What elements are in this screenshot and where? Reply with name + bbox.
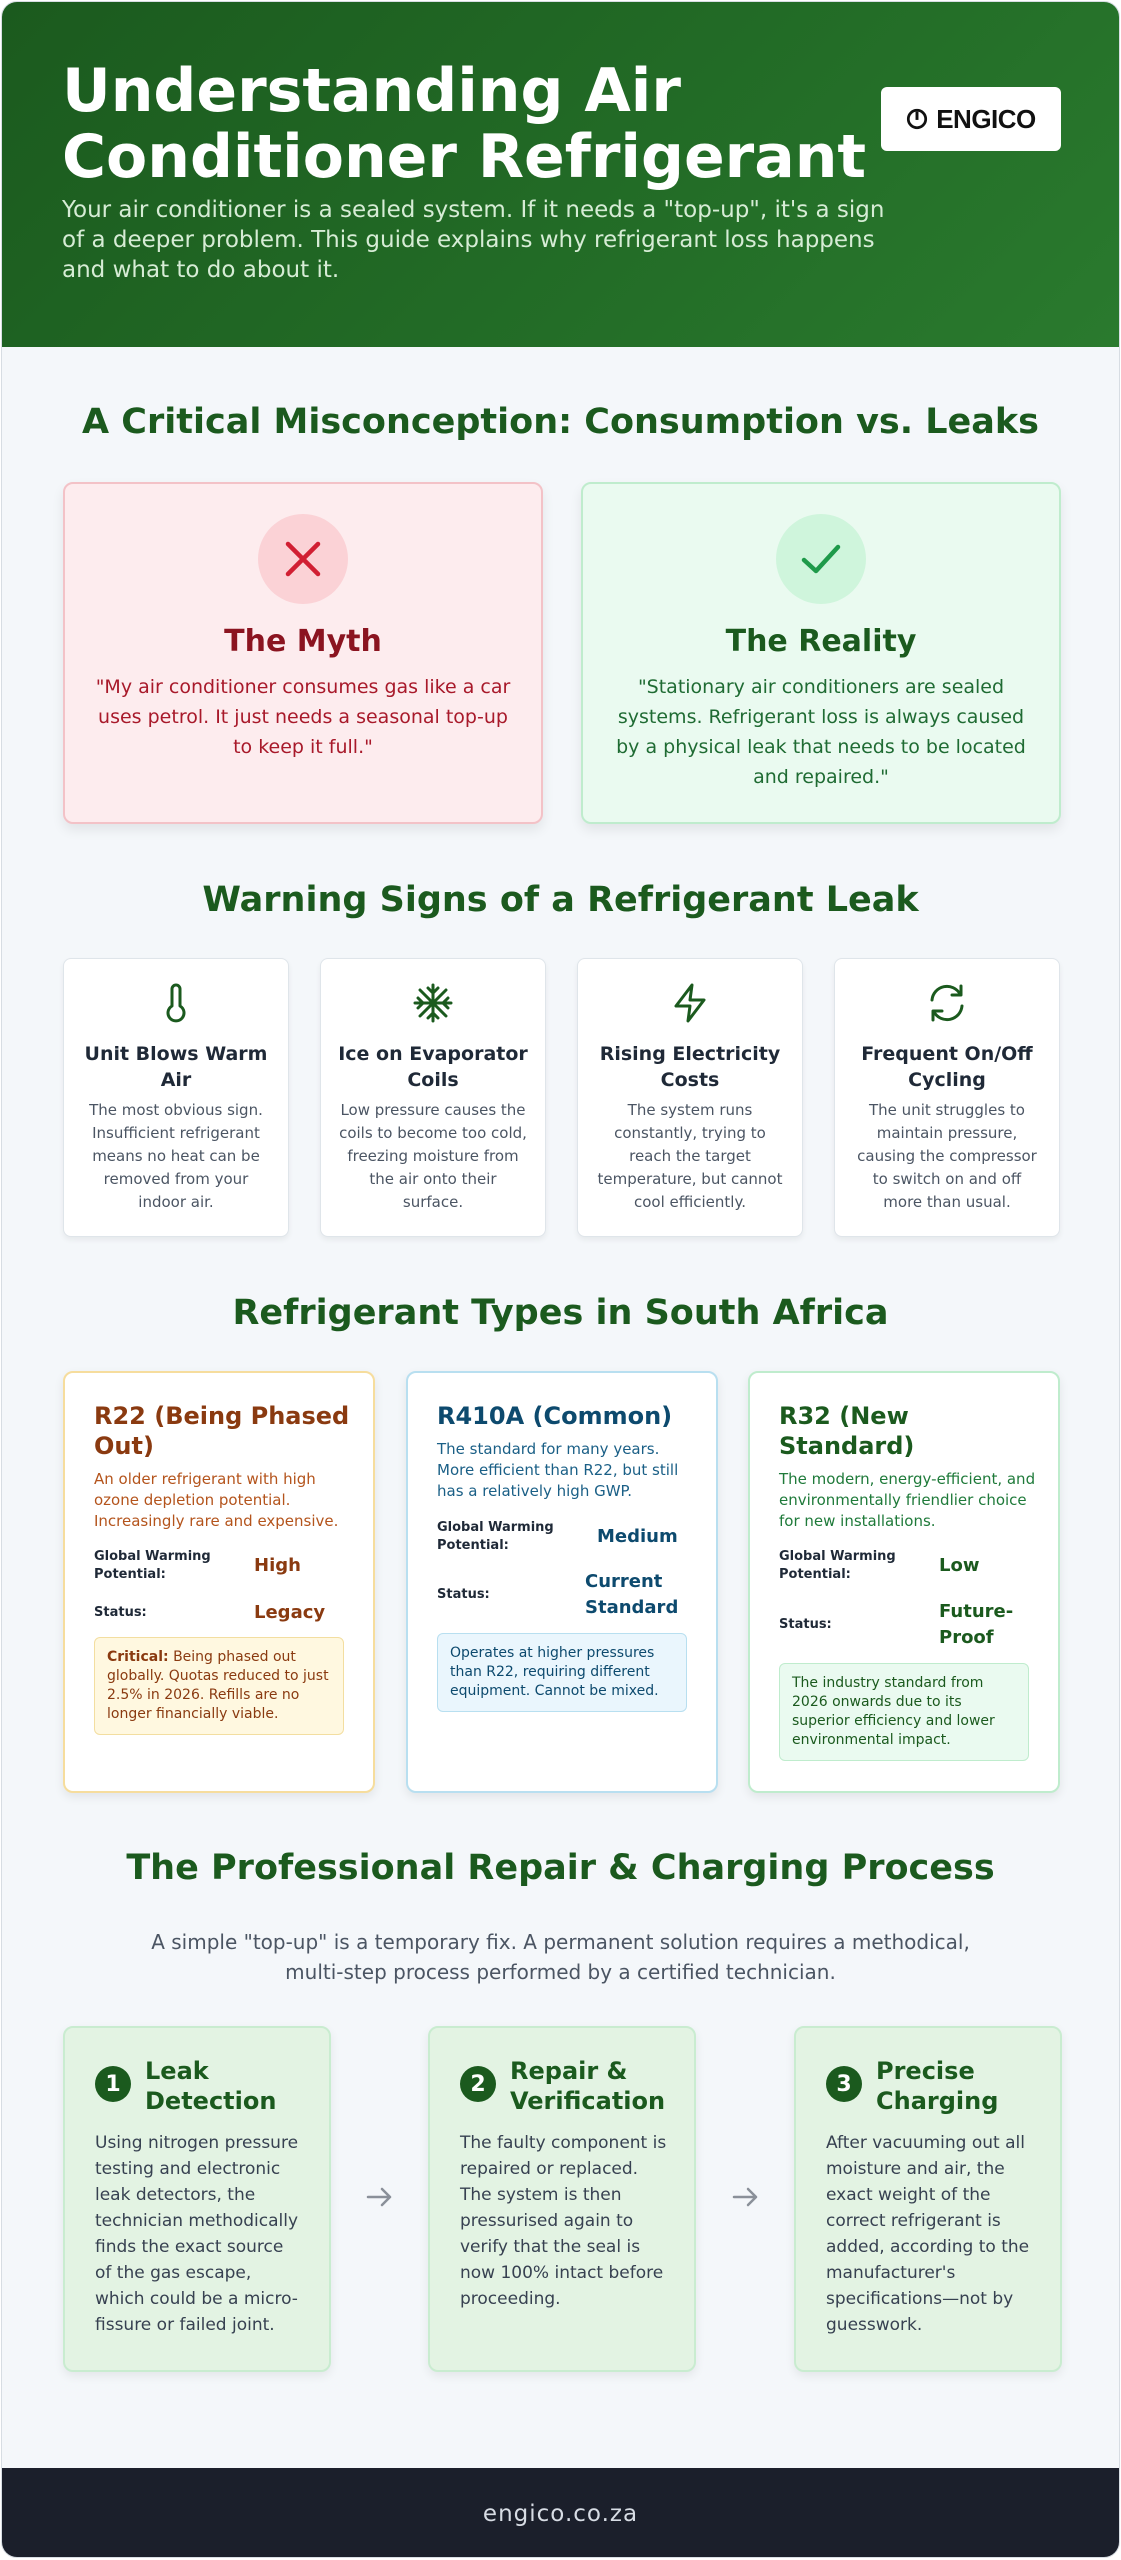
sign-text: Low pressure causes the coils to become too cold, freezing moisture from the air onto their surface. <box>339 1101 527 1211</box>
sign-title: Rising Electricity Costs <box>599 1043 781 1091</box>
type-title: R22 (Being Phased Out) <box>94 1402 350 1460</box>
gwp-value: Low <box>939 1555 980 1576</box>
status-row <box>94 1600 353 1626</box>
step-number: 2 <box>460 2066 496 2102</box>
logo-text: ENGICO <box>936 103 1036 134</box>
sign-card-electricity <box>577 958 803 1237</box>
note-text: Being phased out globally. Quotas reduced to just 2.5% in 2026. Refills are no longer financially viable. <box>107 1649 329 1722</box>
infographic <box>1 1 1120 2558</box>
sign-title: Frequent On/Off Cycling <box>861 1043 1033 1091</box>
status-label: Status: <box>437 1587 490 1602</box>
step-card-2 <box>428 2026 696 2372</box>
type-desc: The standard for many years. More efficient than R22, but still has a relatively high GWP. <box>437 1440 679 1500</box>
type-card-r410a <box>406 1371 718 1793</box>
page-subtitle: Your air conditioner is a sealed system. If it needs a "top-up", it's a sign of a deeper problem. This guide explains why refrigerant loss happens and what to do about it. <box>62 197 885 283</box>
reality-title: The Reality <box>725 624 917 659</box>
type-title: R32 (New Standard) <box>779 1402 915 1460</box>
power-icon <box>906 108 928 130</box>
note-text: Operates at higher pressures than R22, requiring different equipment. Cannot be mixed. <box>450 1645 659 1699</box>
gwp-value: Medium <box>597 1526 678 1547</box>
step-title: Leak Detection <box>145 2057 277 2115</box>
types-heading: Refrigerant Types in South Africa <box>232 1293 889 1333</box>
step-title: Repair & Verification <box>510 2057 666 2115</box>
refresh-icon <box>925 981 969 1025</box>
step-card-3 <box>794 2026 1062 2372</box>
type-card-r22 <box>63 1371 375 1793</box>
sign-card-ice <box>320 958 546 1237</box>
hero-header <box>2 2 1119 347</box>
gwp-value: High <box>254 1555 301 1576</box>
reality-card <box>581 482 1061 824</box>
step-text: The faulty component is repaired or replaced. The system is then pressurised again to verify that the seal is now 100% intact before proceeding. <box>460 2133 667 2309</box>
thermometer-icon <box>154 981 198 1025</box>
step-title: Precise Charging <box>876 2057 999 2115</box>
info-note <box>779 1663 1029 1761</box>
sign-text: The most obvious sign. Insufficient refrigerant means no heat can be removed from your indoor air. <box>89 1101 263 1211</box>
gwp-label: Global Warming Potential: <box>94 1549 211 1582</box>
reality-text: "Stationary air conditioners are sealed systems. Refrigerant loss is always caused by a physical leak that needs to be located and repaired." <box>616 676 1026 788</box>
engico-logo <box>881 87 1061 151</box>
sign-title: Unit Blows Warm Air <box>84 1043 268 1091</box>
gwp-row <box>437 1519 696 1555</box>
myth-title: The Myth <box>224 624 382 659</box>
type-title: R410A (Common) <box>437 1402 673 1430</box>
myth-icon-circle <box>258 514 348 604</box>
critical-note <box>94 1637 344 1735</box>
arrow-right-icon <box>364 2182 394 2212</box>
step-text: After vacuuming out all moisture and air, the exact weight of the correct refrigerant is added, according to the manufacturer's specifications—not by guesswork. <box>826 2133 1030 2335</box>
status-value: Future-Proof <box>939 1601 1014 1648</box>
snowflake-icon <box>411 981 455 1025</box>
type-desc: The modern, energy-efficient, and environmentally friendlier choice for new installations. <box>779 1470 1036 1530</box>
step-number: 1 <box>95 2066 131 2102</box>
lightning-icon <box>668 981 712 1025</box>
type-desc: An older refrigerant with high ozone depletion potential. Increasingly rare and expensive. <box>94 1470 339 1530</box>
gwp-row <box>94 1548 353 1584</box>
process-heading: The Professional Repair & Charging Process <box>126 1848 995 1888</box>
arrow-right-icon <box>730 2182 760 2212</box>
status-label: Status: <box>94 1605 147 1620</box>
check-icon <box>798 536 844 582</box>
process-intro: A simple "top-up" is a temporary fix. A permanent solution requires a methodical, multi-step process performed by a certified technician. <box>151 1930 970 1984</box>
status-row <box>779 1599 1038 1651</box>
gwp-label: Global Warming Potential: <box>437 1520 554 1553</box>
gwp-label: Global Warming Potential: <box>779 1549 896 1582</box>
sign-card-cycling <box>834 958 1060 1237</box>
step-number: 3 <box>826 2066 862 2102</box>
status-label: Status: <box>779 1617 832 1632</box>
sign-title: Ice on Evaporator Coils <box>338 1043 528 1091</box>
myth-text: "My air conditioner consumes gas like a car uses petrol. It just needs a seasonal top-up to keep it full." <box>95 676 511 758</box>
step-text: Using nitrogen pressure testing and electronic leak detectors, the technician methodically finds the exact source of the gas escape, which could be a micro-fissure or failed joint. <box>95 2133 299 2335</box>
footer <box>2 2468 1119 2558</box>
status-value: Current Standard <box>585 1571 679 1618</box>
myth-card <box>63 482 543 824</box>
step-card-1 <box>63 2026 331 2372</box>
page-title: Understanding Air Conditioner Refrigerant <box>62 56 867 192</box>
sign-card-warm-air <box>63 958 289 1237</box>
note-label: Critical: <box>107 1649 169 1665</box>
misconception-heading: A Critical Misconception: Consumption vs. Leaks <box>82 402 1039 442</box>
status-row <box>437 1569 696 1621</box>
warning-heading: Warning Signs of a Refrigerant Leak <box>202 880 919 920</box>
sign-text: The unit struggles to maintain pressure, causing the compressor to switch on and off more than usual. <box>857 1101 1037 1211</box>
reality-icon-circle <box>776 514 866 604</box>
footer-website-link[interactable]: engico.co.za <box>482 2500 639 2527</box>
info-note <box>437 1633 687 1712</box>
note-text: The industry standard from 2026 onwards due to its superior efficiency and lower environmental impact. <box>792 1675 995 1748</box>
sign-text: The system runs constantly, trying to reach the target temperature, but cannot cool efficiently. <box>597 1101 783 1211</box>
x-icon <box>282 538 324 580</box>
type-card-r32 <box>748 1371 1060 1793</box>
gwp-row <box>779 1548 1038 1584</box>
status-value: Legacy <box>254 1602 326 1623</box>
